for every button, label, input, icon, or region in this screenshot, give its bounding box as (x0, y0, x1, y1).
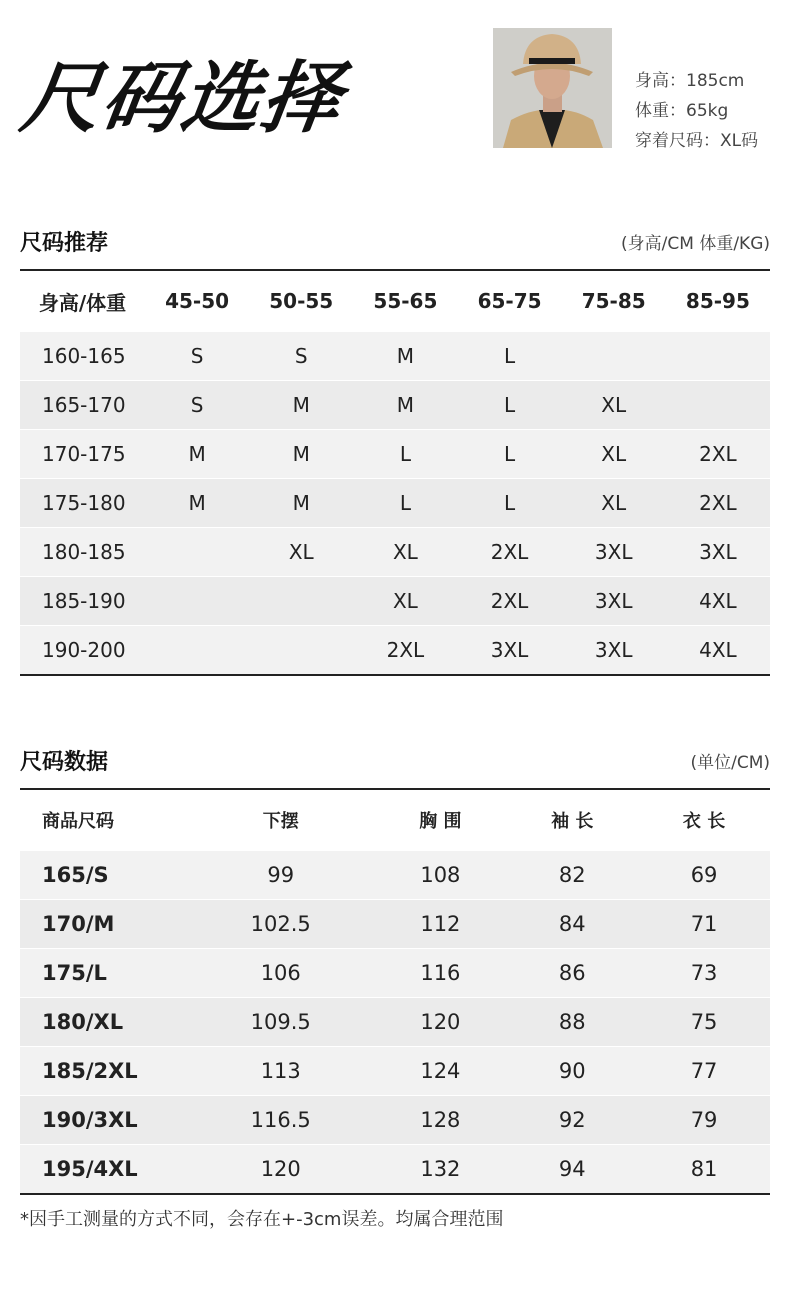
recommend-title: 尺码推荐 (20, 231, 109, 256)
table-cell: M (292, 393, 310, 417)
table-cell: 3XL (699, 540, 737, 564)
table-cell: L (399, 442, 411, 466)
model-wearing-size: 穿着尺码：XL码 (635, 131, 759, 151)
table-cell: 120 (420, 1010, 461, 1034)
table-cell: 3XL (490, 638, 529, 662)
header-cell: 75-85 (581, 289, 646, 313)
table-row (20, 479, 770, 528)
table-cell: S (190, 393, 204, 417)
table-cell: L (503, 344, 516, 368)
table-cell: 84 (558, 912, 586, 936)
header-cell: 衣 长 (682, 811, 726, 832)
header-cell: 65-75 (477, 289, 542, 313)
table-cell: 73 (690, 961, 718, 985)
table-cell: 79 (690, 1108, 718, 1132)
table-cell: 170-175 (42, 442, 126, 466)
table-cell: 75 (690, 1010, 718, 1034)
table-cell: 165-170 (42, 393, 126, 417)
table-cell: 4XL (699, 638, 737, 662)
table-cell (145, 577, 249, 626)
table-cell: XL (392, 540, 418, 564)
table-cell: XL (601, 393, 627, 417)
table-cell (145, 528, 249, 577)
table-cell: 109.5 (250, 1010, 311, 1034)
measurements-section-header (20, 745, 770, 775)
table-cell: 116 (420, 961, 461, 985)
footnote: *因手工测量的方式不同，会存在+-3cm误差。均属合理范围 (20, 1209, 504, 1230)
table-cell: 160-165 (42, 344, 126, 368)
table-row (20, 1145, 770, 1195)
table-cell: M (292, 491, 310, 515)
table-cell: 92 (558, 1108, 586, 1132)
table-cell: 90 (558, 1059, 586, 1083)
table-cell: 185/2XL (42, 1059, 138, 1083)
model-weight: 体重：65kg (635, 101, 729, 121)
table-cell: XL (288, 540, 314, 564)
model-info (635, 68, 758, 158)
table-cell: 2XL (490, 589, 529, 613)
table-cell (562, 332, 666, 381)
table-cell: 124 (420, 1059, 461, 1083)
table-cell: M (188, 442, 206, 466)
table-cell: 132 (420, 1157, 461, 1181)
table-cell: 2XL (699, 442, 737, 466)
table-cell (666, 332, 770, 381)
table-cell: 82 (558, 863, 586, 887)
table-cell: 2XL (699, 491, 737, 515)
table-cell: 88 (558, 1010, 586, 1034)
table-cell: 120 (260, 1157, 301, 1181)
table-cell: S (294, 344, 308, 368)
table-row (20, 1096, 770, 1145)
table-cell: L (503, 491, 516, 515)
size-recommend-table (20, 269, 770, 676)
header-cell: 袖 长 (551, 811, 594, 832)
table-cell (145, 626, 249, 676)
table-cell: 190/3XL (42, 1108, 138, 1132)
header-cell: 85-95 (685, 289, 750, 313)
header-cell: 胸 围 (419, 811, 462, 832)
table-cell: M (188, 491, 206, 515)
table-row (20, 332, 770, 381)
table-cell: 3XL (594, 540, 633, 564)
table-cell: 3XL (594, 638, 633, 662)
table-cell: 195/4XL (42, 1157, 138, 1181)
model-height: 身高：185cm (635, 71, 745, 91)
table-cell: 113 (260, 1059, 301, 1083)
page-title: 尺码选择 (15, 54, 349, 144)
header-cell: 下摆 (262, 811, 299, 832)
size-measurements-table (20, 788, 770, 1195)
table-cell: 86 (558, 961, 586, 985)
measurements-unit: (单位/CM) (690, 753, 770, 773)
table-cell: XL (601, 442, 627, 466)
table-row (20, 998, 770, 1047)
table-cell (249, 577, 353, 626)
table-cell: 116.5 (250, 1108, 311, 1132)
table-row (20, 1047, 770, 1096)
table-cell: L (503, 442, 516, 466)
header-cell: 45-50 (165, 289, 230, 313)
table-cell: 99 (267, 863, 295, 887)
table-cell: 185-190 (42, 589, 126, 613)
table-cell: 4XL (699, 589, 737, 613)
table-cell: 106 (260, 961, 301, 985)
table-cell: M (396, 344, 415, 368)
header-cell: 55-65 (373, 289, 438, 313)
table-cell: 94 (558, 1157, 586, 1181)
table-cell: 2XL (386, 638, 425, 662)
table-cell: L (503, 393, 516, 417)
table-cell: 190-200 (42, 638, 126, 662)
table-cell: 165/S (42, 863, 109, 887)
model-photo (493, 28, 612, 148)
table-cell: 175/L (42, 961, 107, 985)
table-header-row (20, 789, 770, 851)
table-row (20, 900, 770, 949)
table-cell: 102.5 (250, 912, 311, 936)
table-row (20, 381, 770, 430)
recommend-section-header (20, 226, 770, 256)
table-row (20, 430, 770, 479)
table-cell: 77 (690, 1059, 718, 1083)
table-cell: M (292, 442, 310, 466)
table-cell: S (190, 344, 204, 368)
table-cell (249, 626, 353, 676)
measurements-title: 尺码数据 (20, 750, 109, 775)
header-cell: 商品尺码 (42, 811, 114, 832)
header-cell: 50-55 (269, 289, 334, 313)
recommend-unit: (身高/CM 体重/KG) (621, 234, 770, 254)
model-photo-illustration (493, 28, 612, 148)
table-cell: 170/M (42, 912, 115, 936)
table-cell: 81 (690, 1157, 718, 1181)
table-cell: 180/XL (42, 1010, 124, 1034)
table-cell (666, 381, 770, 430)
table-row (20, 949, 770, 998)
table-cell: 108 (420, 863, 461, 887)
table-cell: 175-180 (42, 491, 126, 515)
table-row (20, 851, 770, 900)
table-cell: M (396, 393, 415, 417)
table-cell: 71 (690, 912, 718, 936)
table-row (20, 528, 770, 577)
table-row (20, 577, 770, 626)
table-cell: 128 (420, 1108, 461, 1132)
table-cell: 180-185 (42, 540, 126, 564)
table-header-row (20, 270, 770, 332)
table-row (20, 626, 770, 676)
table-cell: XL (392, 589, 418, 613)
header-cell: 身高/体重 (38, 290, 127, 315)
table-cell: 2XL (490, 540, 529, 564)
table-cell: XL (601, 491, 627, 515)
table-cell: 112 (420, 912, 461, 936)
table-cell: L (399, 491, 411, 515)
table-cell: 3XL (594, 589, 633, 613)
table-cell: 69 (690, 863, 718, 887)
